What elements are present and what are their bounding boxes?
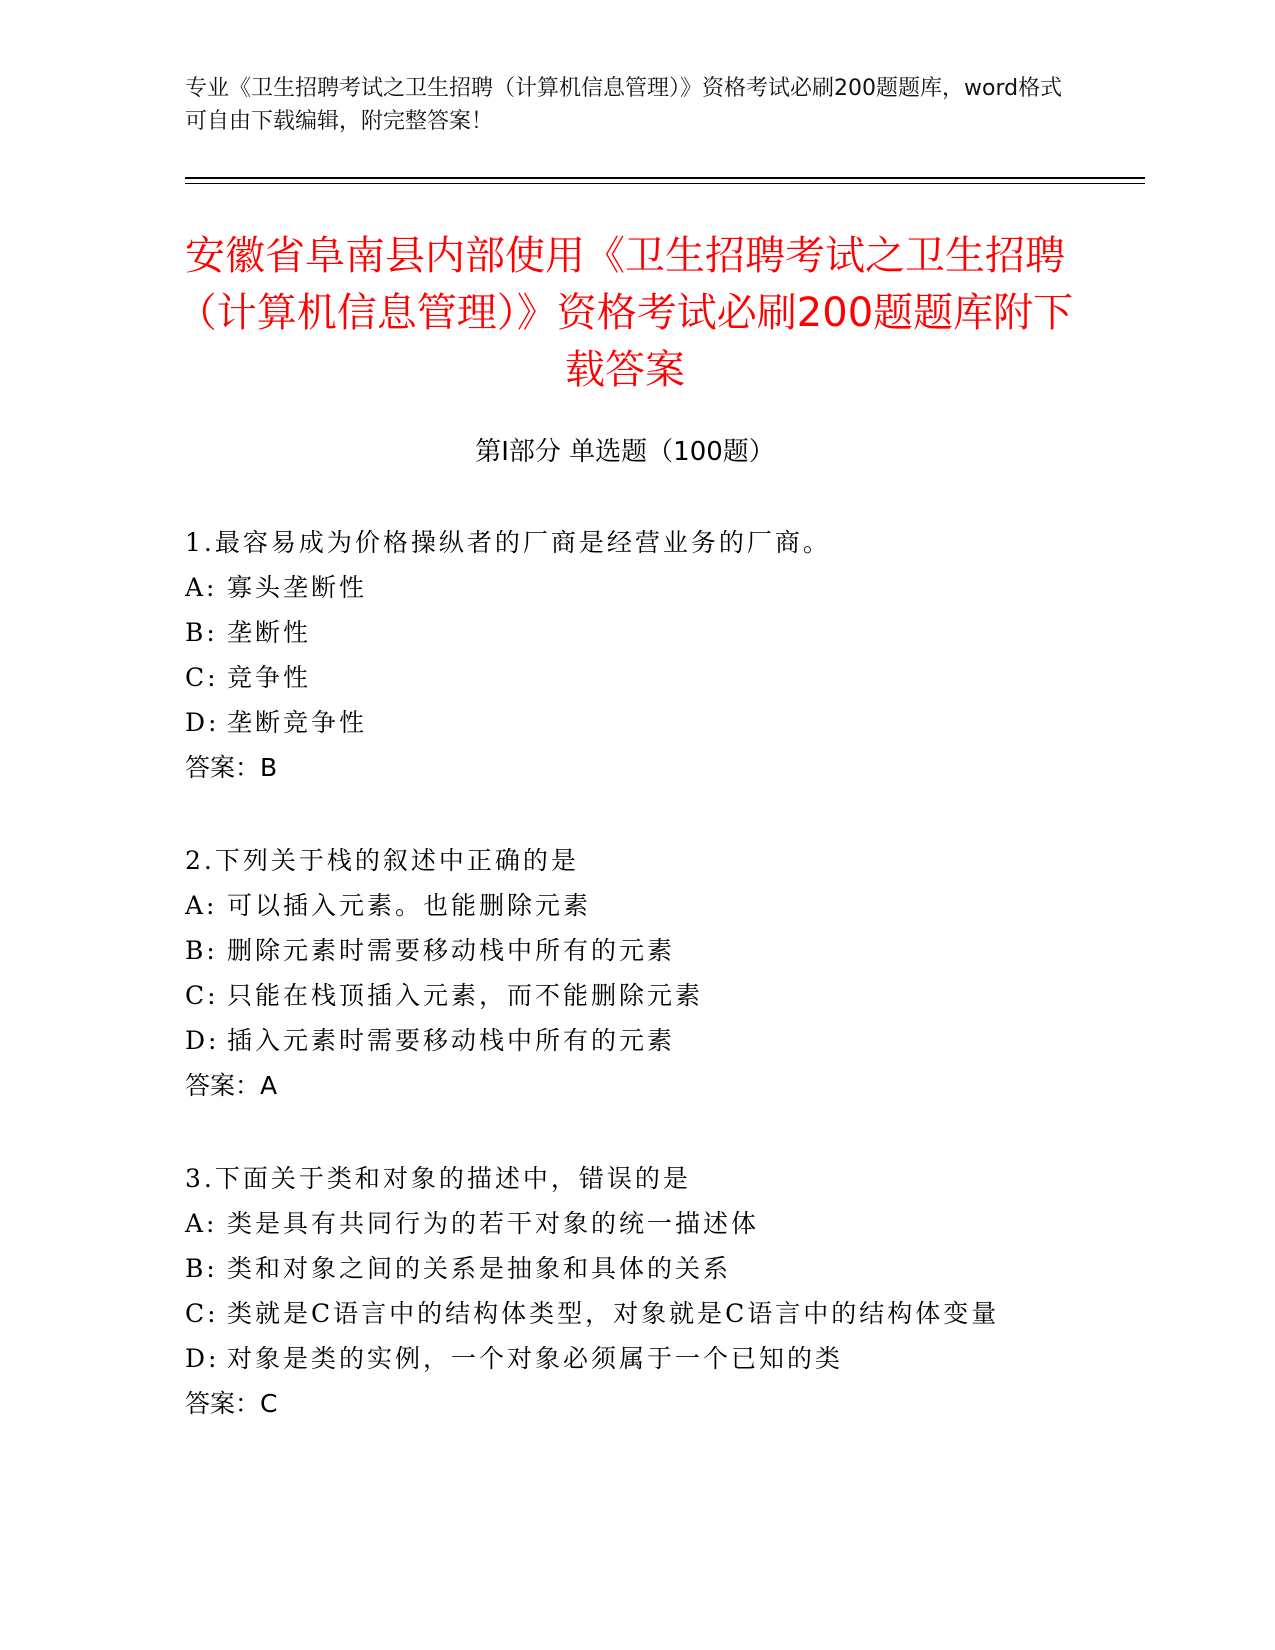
- option-a: [185, 565, 1085, 610]
- option-key: C:: [185, 663, 219, 692]
- option-b: [185, 1246, 1085, 1291]
- question-stem: 3.下面关于类和对象的描述中，错误的是: [185, 1164, 691, 1193]
- question-stem: 2.下列关于栈的叙述中正确的是: [185, 846, 579, 875]
- option-d: [185, 1018, 1085, 1063]
- header-rule-thin: [185, 183, 1145, 184]
- question-item: [185, 520, 1085, 790]
- option-text: 可以插入元素。也能删除元素: [227, 891, 592, 920]
- question-list: [185, 520, 1085, 1474]
- option-key: D:: [185, 708, 220, 737]
- option-key: D:: [185, 1344, 220, 1373]
- option-key: C:: [185, 981, 219, 1010]
- header-note: 专业《卫生招聘考试之卫生招聘（计算机信息管理）》资格考试必刷200题题库，word格式可自由下载编辑，附完整答案！: [185, 76, 1063, 134]
- answer-line: 答案：B: [185, 753, 278, 782]
- option-text: 类是具有共同行为的若干对象的统一描述体: [227, 1209, 760, 1238]
- option-c: [185, 655, 1085, 700]
- option-text: 寡头垄断性: [227, 573, 368, 602]
- option-key: B:: [185, 618, 218, 647]
- question-item: [185, 1156, 1085, 1426]
- option-text: 垄断性: [227, 618, 312, 647]
- answer-line: 答案：A: [185, 1071, 278, 1100]
- header-rule-thick: [185, 177, 1145, 179]
- option-d: [185, 1336, 1085, 1381]
- option-key: A:: [185, 891, 218, 920]
- option-b: [185, 610, 1085, 655]
- question-stem: 1.最容易成为价格操纵者的厂商是经营业务的厂商。: [185, 528, 831, 557]
- option-text: 类和对象之间的关系是抽象和具体的关系: [227, 1254, 732, 1283]
- section-title: 第Ⅰ部分 单选题（100题）: [475, 437, 775, 467]
- option-b: [185, 928, 1085, 973]
- option-text: 插入元素时需要移动栈中所有的元素: [227, 1026, 676, 1055]
- option-c: [185, 1291, 1085, 1336]
- option-text: 只能在栈顶插入元素，而不能删除元素: [227, 981, 704, 1010]
- question-item: [185, 838, 1085, 1108]
- option-a: [185, 1201, 1085, 1246]
- option-key: A:: [185, 573, 218, 602]
- option-key: B:: [185, 936, 218, 965]
- option-key: A:: [185, 1209, 218, 1238]
- answer-line: 答案：C: [185, 1389, 278, 1418]
- option-d: [185, 700, 1085, 745]
- option-key: B:: [185, 1254, 218, 1283]
- option-c: [185, 973, 1085, 1018]
- option-key: C:: [185, 1299, 219, 1328]
- option-text: 竞争性: [227, 663, 312, 692]
- option-text: 垄断竞争性: [227, 708, 368, 737]
- option-key: D:: [185, 1026, 220, 1055]
- option-text: 类就是C语言中的结构体类型，对象就是C语言中的结构体变量: [227, 1299, 1000, 1328]
- option-text: 删除元素时需要移动栈中所有的元素: [227, 936, 676, 965]
- option-a: [185, 883, 1085, 928]
- option-text: 对象是类的实例，一个对象必须属于一个已知的类: [227, 1344, 844, 1373]
- document-title: 安徽省阜南县内部使用《卫生招聘考试之卫生招聘（计算机信息管理）》资格考试必刷200题题库附下载答案: [176, 233, 1074, 393]
